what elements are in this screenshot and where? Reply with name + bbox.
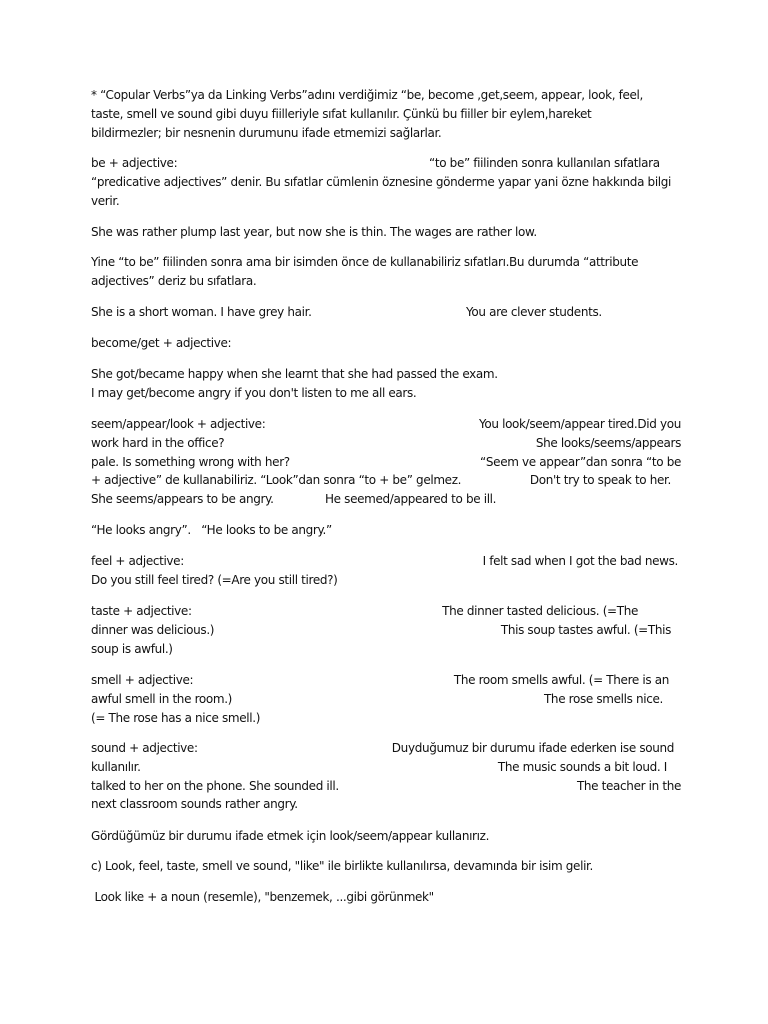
- text-line: [91, 640, 681, 659]
- text-line: [91, 303, 681, 322]
- text-line: [91, 272, 681, 291]
- text-line: [91, 490, 681, 509]
- paragraph-like-usage: [91, 857, 681, 876]
- text-span: Don't try to speak to her.: [529, 473, 671, 488]
- text-line: [91, 365, 681, 384]
- paragraph-seem-appear-look: [91, 415, 681, 509]
- text-line: [91, 384, 681, 403]
- text-span: The dinner tasted delicious. (=The: [442, 604, 638, 618]
- text-span: awful smell in the room.): [91, 691, 233, 706]
- text-span: “predicative adjectives” denir. Bu sıfatlar cümlenin öznesine gönderme yapar yani özne hakkında bilgi: [91, 174, 672, 189]
- text-line: [91, 223, 681, 242]
- text-line: [91, 471, 681, 490]
- text-line: [91, 415, 681, 434]
- text-span: You are clever students.: [466, 305, 602, 319]
- text-span: The room smells awful. (= There is an: [453, 673, 669, 687]
- paragraph-become-get: [91, 334, 681, 353]
- text-span: “He looks angry”. “He looks to be angry.”: [91, 523, 332, 537]
- text-line: [91, 192, 681, 211]
- text-span: She is a short woman. I have grey hair.: [91, 305, 312, 319]
- paragraph-feel-adjective: [91, 552, 681, 590]
- text-span: bildirmezler; bir nesnenin durumunu ifade etmemizi sağlarlar.: [91, 125, 442, 140]
- text-span: You look/seem/appear tired.Did you: [478, 417, 681, 431]
- paragraph-attribute-adjectives: [91, 253, 681, 291]
- paragraph-become-examples: [91, 365, 681, 403]
- section-heading: seem/appear/look + adjective:: [91, 417, 266, 431]
- text-span: She looks/seems/appears: [535, 435, 681, 450]
- paragraph-smell-adjective: [91, 671, 681, 727]
- paragraph-looks-angry: [91, 521, 681, 540]
- text-span: verir.: [91, 193, 120, 208]
- text-line: [91, 124, 681, 143]
- text-span: Duyduğumuz bir durumu ifade ederken ise sound: [391, 741, 674, 755]
- text-line: [91, 571, 681, 590]
- text-span: The music sounds a bit loud. I: [497, 759, 667, 774]
- paragraph-look-seem-appear-usage: [91, 827, 681, 846]
- text-span: (= The rose has a nice smell.): [91, 710, 261, 725]
- text-span: c) Look, feel, taste, smell ve sound, "like" ile birlikte kullanılırsa, devamında bir isim gelir.: [91, 859, 594, 873]
- text-span: Gördüğümüz bir durumu ifade etmek için look/seem/appear kullanırız.: [91, 829, 490, 843]
- text-line: [91, 671, 681, 690]
- section-heading: taste + adjective:: [91, 604, 192, 618]
- text-line: [91, 690, 681, 709]
- text-line: [91, 795, 681, 814]
- text-span: taste, smell ve sound gibi duyu fiilleriyle sıfat kullanılır. Çünkü bu fiiller bir eylem,hareket: [91, 106, 592, 121]
- text-span: This soup tastes awful. (=This: [500, 622, 671, 637]
- text-line: [91, 552, 681, 571]
- paragraph-look-like: [91, 888, 681, 907]
- paragraph-taste-adjective: [91, 602, 681, 658]
- text-line: [91, 173, 681, 192]
- paragraph-example-short-woman: [91, 303, 681, 322]
- paragraph-copular-verbs: [91, 86, 681, 142]
- text-line: [91, 758, 681, 777]
- text-span: soup is awful.): [91, 641, 173, 656]
- text-span: next classroom sounds rather angry.: [91, 797, 298, 812]
- text-line: [91, 334, 681, 353]
- text-line: [91, 739, 681, 758]
- text-span: pale. Is something wrong with her?: [91, 454, 290, 469]
- text-span: dinner was delicious.): [91, 622, 215, 637]
- section-heading: feel + adjective:: [91, 554, 184, 568]
- text-span: * “Copular Verbs”ya da Linking Verbs”adını verdiğimiz “be, become ,get,seem, appear, look, feel,: [91, 88, 644, 102]
- text-span: talked to her on the phone. She sounded ill.: [91, 778, 339, 793]
- text-line: [91, 434, 681, 453]
- text-line: [91, 253, 681, 272]
- text-span: She was rather plump last year, but now she is thin. The wages are rather low.: [91, 225, 537, 239]
- section-heading: smell + adjective:: [91, 673, 194, 687]
- text-span: + adjective” de kullanabiliriz. “Look”dan sonra “to + be” gelmez.: [91, 473, 462, 488]
- text-line: [91, 453, 681, 472]
- text-span: “Seem ve appear”dan sonra “to be: [480, 454, 681, 469]
- text-line: [91, 86, 681, 105]
- text-span: He seemed/appeared to be ill.: [325, 492, 497, 507]
- section-heading: sound + adjective:: [91, 741, 198, 755]
- section-heading: be + adjective:: [91, 156, 178, 170]
- text-span: “to be” fiilinden sonra kullanılan sıfatlara: [429, 156, 660, 170]
- section-heading: become/get + adjective:: [91, 336, 232, 350]
- text-span: Do you still feel tired? (=Are you still tired?): [91, 572, 338, 587]
- text-line: [91, 154, 681, 173]
- text-span: The rose smells nice.: [543, 691, 663, 706]
- text-span: adjectives” deriz bu sıfatlara.: [91, 273, 257, 288]
- text-span: work hard in the office?: [91, 435, 225, 450]
- text-line: [91, 602, 681, 621]
- text-line: [91, 521, 681, 540]
- text-span: Look like + a noun (resemle), "benzemek, ...gibi görünmek": [91, 890, 434, 904]
- text-line: [91, 777, 681, 796]
- text-line: [91, 827, 681, 846]
- text-span: Yine “to be” fiilinden sonra ama bir isimden önce de kullanabiliriz sıfatları.Bu durumda “attribute: [91, 255, 639, 269]
- text-span: kullanılır.: [91, 759, 141, 774]
- text-span: I may get/become angry if you don't listen to me all ears.: [91, 385, 417, 400]
- text-line: [91, 857, 681, 876]
- paragraph-sound-adjective: [91, 739, 681, 814]
- text-line: [91, 888, 681, 907]
- text-span: She seems/appears to be angry.: [91, 492, 274, 507]
- text-line: [91, 105, 681, 124]
- text-span: She got/became happy when she learnt that she had passed the exam.: [91, 367, 498, 381]
- paragraph-be-adjective: [91, 154, 681, 210]
- text-line: [91, 621, 681, 640]
- text-span: The teacher in the: [576, 778, 681, 793]
- text-span: I felt sad when I got the bad news.: [482, 554, 678, 568]
- paragraph-example-plump: [91, 223, 681, 242]
- text-line: [91, 709, 681, 728]
